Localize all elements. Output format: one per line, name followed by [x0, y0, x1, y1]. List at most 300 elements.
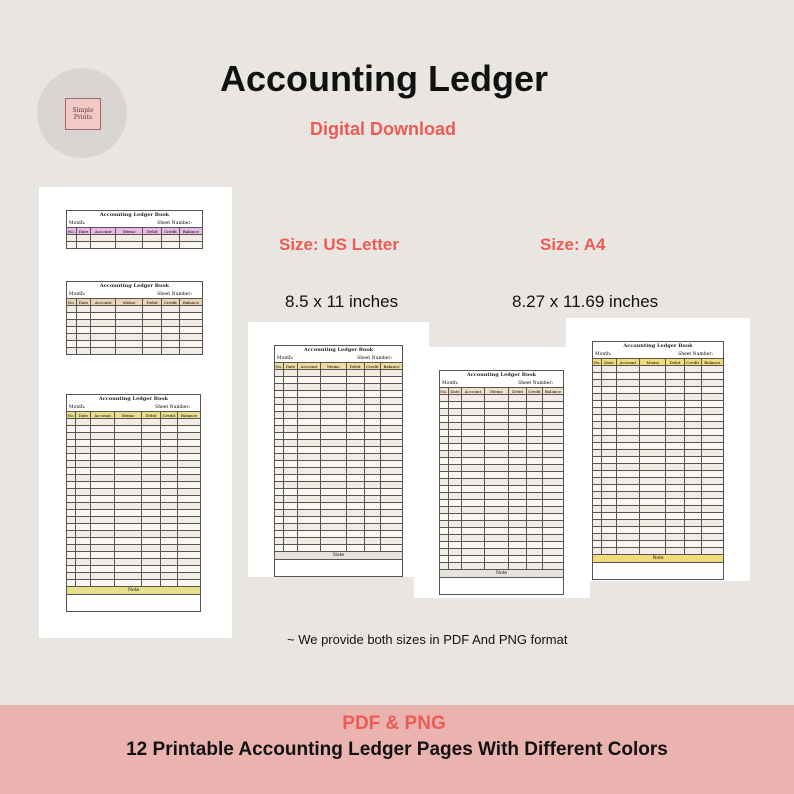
ledger-cell — [640, 534, 666, 541]
us-letter-size-label: Size: US Letter — [279, 235, 399, 254]
ledger-cell — [484, 521, 509, 528]
ledger-cell — [616, 534, 640, 541]
ledger-cell — [346, 426, 364, 433]
ledger-cell — [701, 380, 723, 387]
ledger-cell — [143, 306, 162, 313]
ledger-cell — [321, 524, 347, 531]
ledger-cell — [142, 419, 161, 426]
ledger-row — [275, 510, 403, 517]
ledger-cell — [283, 489, 297, 496]
ledger-cell — [283, 384, 297, 391]
ledger-cell — [115, 538, 142, 545]
ledger-row — [275, 370, 403, 377]
ledger-cell — [115, 306, 142, 313]
ledger-cell — [275, 510, 284, 517]
ledger-cell — [542, 514, 563, 521]
ledger-cell — [321, 454, 347, 461]
month-label: Month: — [69, 292, 86, 297]
ledger-cell — [67, 461, 76, 468]
ledger-cell — [666, 513, 684, 520]
ledger-cell — [448, 430, 462, 437]
ledger-cell — [298, 426, 321, 433]
ledger-cell — [640, 485, 666, 492]
ledger-cell — [448, 493, 462, 500]
ledger-cell — [684, 394, 701, 401]
ledger-cell — [593, 436, 602, 443]
ledger-cell — [67, 419, 76, 426]
ledger-cell — [448, 402, 462, 409]
ledger-cell — [701, 429, 723, 436]
ledger-cell — [701, 513, 723, 520]
ledger-row — [67, 559, 201, 566]
ledger-cell — [666, 380, 684, 387]
ledger-cell — [178, 468, 201, 475]
ledger-cell — [76, 419, 91, 426]
ledger-cell — [381, 517, 403, 524]
ledger-cell — [462, 535, 484, 542]
ledger-cell — [91, 327, 115, 334]
ledger-row — [593, 548, 724, 555]
ledger-cell — [298, 482, 321, 489]
ledger-cell — [321, 433, 347, 440]
ledger-cell — [321, 489, 347, 496]
ledger-cell — [142, 566, 161, 573]
ledger-row — [275, 391, 403, 398]
ledger-cell — [684, 513, 701, 520]
ledger-cell — [275, 426, 284, 433]
ledger-cell — [321, 419, 347, 426]
page-title: Accounting Ledger — [219, 58, 548, 99]
ledger-cell — [448, 528, 462, 535]
ledger-cell — [509, 465, 526, 472]
ledger-cell — [616, 478, 640, 485]
ledger-cell — [666, 366, 684, 373]
ledger-cell — [484, 528, 509, 535]
ledger-cell — [160, 552, 177, 559]
ledger-cell — [275, 482, 284, 489]
ledger-cell — [666, 499, 684, 506]
ledger-row — [67, 454, 201, 461]
ledger-cell — [666, 429, 684, 436]
ledger-cell — [602, 422, 616, 429]
ledger-cell — [115, 348, 142, 355]
ledger-cell — [684, 436, 701, 443]
ledger-cell — [462, 437, 484, 444]
ledger-cell — [298, 489, 321, 496]
ledger-cell — [67, 341, 77, 348]
ledger-cell — [640, 443, 666, 450]
ledger-cell — [526, 465, 542, 472]
ledger-note-box — [66, 595, 201, 612]
ledger-cell — [160, 496, 177, 503]
ledger-table — [274, 362, 403, 552]
ledger-cell — [275, 419, 284, 426]
ledger-cell — [178, 580, 201, 587]
ledger-cell — [484, 437, 509, 444]
ledger-cell — [142, 440, 161, 447]
ledger-cell — [91, 426, 115, 433]
ledger-cell — [91, 454, 115, 461]
ledger-row — [593, 534, 724, 541]
ledger-cell — [283, 510, 297, 517]
ledger-cell — [91, 503, 115, 510]
ledger-cell — [76, 327, 91, 334]
ledger-cell — [160, 454, 177, 461]
ledger-cell — [701, 534, 723, 541]
ledger-cell — [346, 545, 364, 552]
ledger-cell — [364, 405, 381, 412]
ledger-row — [67, 426, 201, 433]
ledger-cell — [346, 370, 364, 377]
ledger-cell — [298, 517, 321, 524]
ledger-cell — [115, 489, 142, 496]
ledger-cell — [115, 531, 142, 538]
ledger-cell — [321, 468, 347, 475]
ledger-cell — [542, 479, 563, 486]
ledger-row — [67, 496, 201, 503]
ledger-cell — [616, 457, 640, 464]
ledger-cell — [666, 520, 684, 527]
ledger-cell — [162, 313, 180, 320]
ledger-column-header: Memo — [115, 412, 142, 419]
ledger-cell — [684, 387, 701, 394]
ledger-cell — [602, 373, 616, 380]
ledger-cell — [484, 430, 509, 437]
ledger-cell — [67, 327, 77, 334]
ledger-cell — [616, 387, 640, 394]
ledger-cell — [91, 440, 115, 447]
ledger-cell — [602, 443, 616, 450]
ledger-cell — [364, 370, 381, 377]
ledger-cell — [346, 377, 364, 384]
ledger-cell — [448, 395, 462, 402]
ledger-cell — [115, 419, 142, 426]
ledger-row — [593, 506, 724, 513]
ledger-cell — [666, 534, 684, 541]
ledger-cell — [67, 433, 76, 440]
ledger-cell — [526, 395, 542, 402]
ledger-cell — [542, 521, 563, 528]
ledger-cell — [179, 313, 202, 320]
ledger-cell — [115, 313, 142, 320]
ledger-cell — [115, 510, 142, 517]
ledger-cell — [160, 489, 177, 496]
ledger-cell — [509, 514, 526, 521]
ledger-cell — [67, 468, 76, 475]
ledger-column-header: Balance — [701, 359, 723, 366]
ledger-cell — [67, 531, 76, 538]
ledger-row — [440, 535, 564, 542]
ledger-sheet-title: Accounting Ledger Book — [592, 341, 724, 351]
ledger-cell — [364, 461, 381, 468]
ledger-cell — [666, 415, 684, 422]
ledger-cell — [76, 426, 91, 433]
ledger-row — [67, 545, 201, 552]
ledger-cell — [666, 464, 684, 471]
ledger-row — [275, 531, 403, 538]
ledger-cell — [701, 366, 723, 373]
ledger-cell — [684, 520, 701, 527]
ledger-cell — [462, 465, 484, 472]
ledger-cell — [542, 423, 563, 430]
ledger-cell — [67, 242, 77, 249]
ledger-cell — [448, 409, 462, 416]
ledger-cell — [593, 380, 602, 387]
sheet-number-label: Sheet Number: — [157, 292, 192, 297]
ledger-cell — [298, 461, 321, 468]
ledger-cell — [346, 489, 364, 496]
ledger-column-header: Memo — [115, 228, 142, 235]
ledger-cell — [440, 514, 449, 521]
ledger-cell — [462, 458, 484, 465]
ledger-cell — [484, 395, 509, 402]
ledger-cell — [364, 377, 381, 384]
ledger-cell — [701, 527, 723, 534]
ledger-cell — [178, 559, 201, 566]
ledger-cell — [484, 416, 509, 423]
ledger-column-header: Date — [448, 388, 462, 395]
ledger-cell — [440, 563, 449, 570]
ledger-cell — [275, 412, 284, 419]
ledger-row — [593, 394, 724, 401]
ledger-column-header: Date — [283, 363, 297, 370]
ledger-cell — [701, 471, 723, 478]
ledger-cell — [616, 415, 640, 422]
us-letter-dimensions: 8.5 x 11 inches — [285, 292, 399, 311]
ledger-cell — [321, 510, 347, 517]
ledger-cell — [364, 398, 381, 405]
ledger-row — [275, 545, 403, 552]
ledger-cell — [526, 549, 542, 556]
ledger-cell — [275, 398, 284, 405]
ledger-cell — [484, 507, 509, 514]
ledger-cell — [484, 493, 509, 500]
ledger-sheet-meta — [274, 355, 403, 362]
ledger-cell — [76, 482, 91, 489]
ledger-cell — [509, 479, 526, 486]
ledger-cell — [321, 531, 347, 538]
ledger-cell — [178, 517, 201, 524]
ledger-cell — [509, 556, 526, 563]
ledger-cell — [160, 531, 177, 538]
ledger-row — [275, 398, 403, 405]
ledger-cell — [593, 492, 602, 499]
ledger-cell — [162, 341, 180, 348]
ledger-cell — [526, 444, 542, 451]
ledger-cell — [684, 429, 701, 436]
ledger-column-header: No. — [440, 388, 448, 394]
ledger-cell — [160, 524, 177, 531]
ledger-cell — [448, 514, 462, 521]
banner-description: 12 Printable Accounting Ledger Pages With Different Colors — [126, 739, 668, 760]
ledger-cell — [684, 485, 701, 492]
ledger-column-header: Debit — [509, 388, 526, 395]
ledger-cell — [76, 235, 91, 242]
ledger-cell — [462, 493, 484, 500]
ledger-cell — [76, 573, 91, 580]
ledger-cell — [142, 468, 161, 475]
ledger-cell — [616, 422, 640, 429]
ledger-cell — [142, 433, 161, 440]
ledger-cell — [666, 443, 684, 450]
ledger-cell — [91, 510, 115, 517]
ledger-cell — [602, 464, 616, 471]
a4-dimensions: 8.27 x 11.69 inches — [512, 292, 659, 311]
ledger-sheet-title: Accounting Ledger Book — [439, 370, 564, 380]
ledger-column-header: Date — [602, 359, 616, 366]
ledger-cell — [91, 559, 115, 566]
ledger-cell — [321, 426, 347, 433]
a4-size-label: Size: A4 — [540, 235, 606, 254]
ledger-cell — [509, 444, 526, 451]
ledger-row — [275, 377, 403, 384]
ledger-cell — [283, 440, 297, 447]
ledger-column-header: Account — [616, 359, 640, 366]
ledger-cell — [640, 387, 666, 394]
ledger-cell — [484, 549, 509, 556]
ledger-cell — [440, 542, 449, 549]
ledger-row — [275, 496, 403, 503]
ledger-cell — [142, 426, 161, 433]
ledger-cell — [178, 447, 201, 454]
ledger-row — [440, 563, 564, 570]
ledger-cell — [67, 559, 76, 566]
ledger-table — [66, 298, 203, 355]
ledger-cell — [448, 542, 462, 549]
ledger-cell — [542, 395, 563, 402]
ledger-cell — [616, 513, 640, 520]
ledger-note-label: Note — [592, 555, 724, 563]
ledger-cell — [298, 370, 321, 377]
ledger-cell — [484, 451, 509, 458]
ledger-cell — [321, 405, 347, 412]
ledger-cell — [321, 391, 347, 398]
ledger-cell — [283, 531, 297, 538]
ledger-cell — [364, 524, 381, 531]
ledger-cell — [67, 552, 76, 559]
ledger-cell — [509, 500, 526, 507]
ledger-cell — [616, 366, 640, 373]
ledger-cell — [160, 433, 177, 440]
ledger-cell — [684, 548, 701, 555]
ledger-cell — [179, 235, 202, 242]
ledger-row — [67, 461, 201, 468]
ledger-cell — [666, 506, 684, 513]
ledger-cell — [616, 401, 640, 408]
ledger-cell — [346, 412, 364, 419]
ledger-cell — [484, 465, 509, 472]
ledger-cell — [666, 527, 684, 534]
ledger-cell — [283, 419, 297, 426]
ledger-cell — [142, 545, 161, 552]
ledger-cell — [448, 521, 462, 528]
ledger-sheet-pink — [66, 210, 203, 249]
ledger-cell — [462, 486, 484, 493]
ledger-cell — [67, 454, 76, 461]
ledger-cell — [76, 559, 91, 566]
ledger-cell — [542, 409, 563, 416]
ledger-row — [67, 341, 203, 348]
ledger-cell — [640, 492, 666, 499]
ledger-column-header: No. — [593, 359, 601, 365]
ledger-column-header: Date — [76, 228, 91, 235]
ledger-cell — [91, 538, 115, 545]
ledger-cell — [542, 507, 563, 514]
ledger-cell — [542, 549, 563, 556]
ledger-cell — [640, 464, 666, 471]
ledger-cell — [684, 534, 701, 541]
ledger-column-header: No. — [67, 299, 75, 305]
ledger-cell — [283, 503, 297, 510]
ledger-cell — [283, 482, 297, 489]
ledger-cell — [76, 242, 91, 249]
ledger-cell — [684, 478, 701, 485]
ledger-cell — [701, 422, 723, 429]
ledger-cell — [275, 391, 284, 398]
ledger-cell — [526, 556, 542, 563]
ledger-cell — [484, 563, 509, 570]
ledger-cell — [283, 391, 297, 398]
ledger-cell — [115, 447, 142, 454]
ledger-cell — [509, 493, 526, 500]
ledger-cell — [142, 580, 161, 587]
ledger-cell — [484, 444, 509, 451]
ledger-cell — [593, 401, 602, 408]
ledger-cell — [593, 534, 602, 541]
ledger-cell — [684, 408, 701, 415]
ledger-cell — [275, 475, 284, 482]
ledger-row — [67, 320, 203, 327]
ledger-row — [67, 580, 201, 587]
ledger-row — [593, 408, 724, 415]
ledger-cell — [616, 380, 640, 387]
ledger-cell — [298, 496, 321, 503]
ledger-cell — [179, 341, 202, 348]
ledger-cell — [178, 545, 201, 552]
ledger-cell — [91, 242, 115, 249]
ledger-column-header: Balance — [178, 412, 201, 419]
ledger-cell — [178, 440, 201, 447]
ledger-column-header: Debit — [143, 299, 162, 306]
ledger-row — [67, 524, 201, 531]
ledger-cell — [701, 492, 723, 499]
ledger-cell — [448, 563, 462, 570]
ledger-row — [440, 556, 564, 563]
ledger-cell — [526, 528, 542, 535]
ledger-cell — [143, 320, 162, 327]
ledger-cell — [76, 313, 91, 320]
ledger-cell — [640, 520, 666, 527]
ledger-cell — [440, 458, 449, 465]
ledger-cell — [640, 401, 666, 408]
ledger-cell — [616, 394, 640, 401]
ledger-row — [593, 471, 724, 478]
ledger-cell — [91, 320, 115, 327]
ledger-cell — [701, 394, 723, 401]
ledger-row — [440, 493, 564, 500]
ledger-cell — [178, 538, 201, 545]
ledger-cell — [321, 384, 347, 391]
ledger-cell — [364, 545, 381, 552]
ledger-column-header: Account — [298, 363, 321, 370]
ledger-column-header: Balance — [179, 299, 202, 306]
ledger-cell — [640, 380, 666, 387]
ledger-cell — [440, 556, 449, 563]
ledger-cell — [275, 489, 284, 496]
ledger-cell — [364, 538, 381, 545]
ledger-column-header: No. — [67, 228, 75, 234]
ledger-cell — [602, 408, 616, 415]
